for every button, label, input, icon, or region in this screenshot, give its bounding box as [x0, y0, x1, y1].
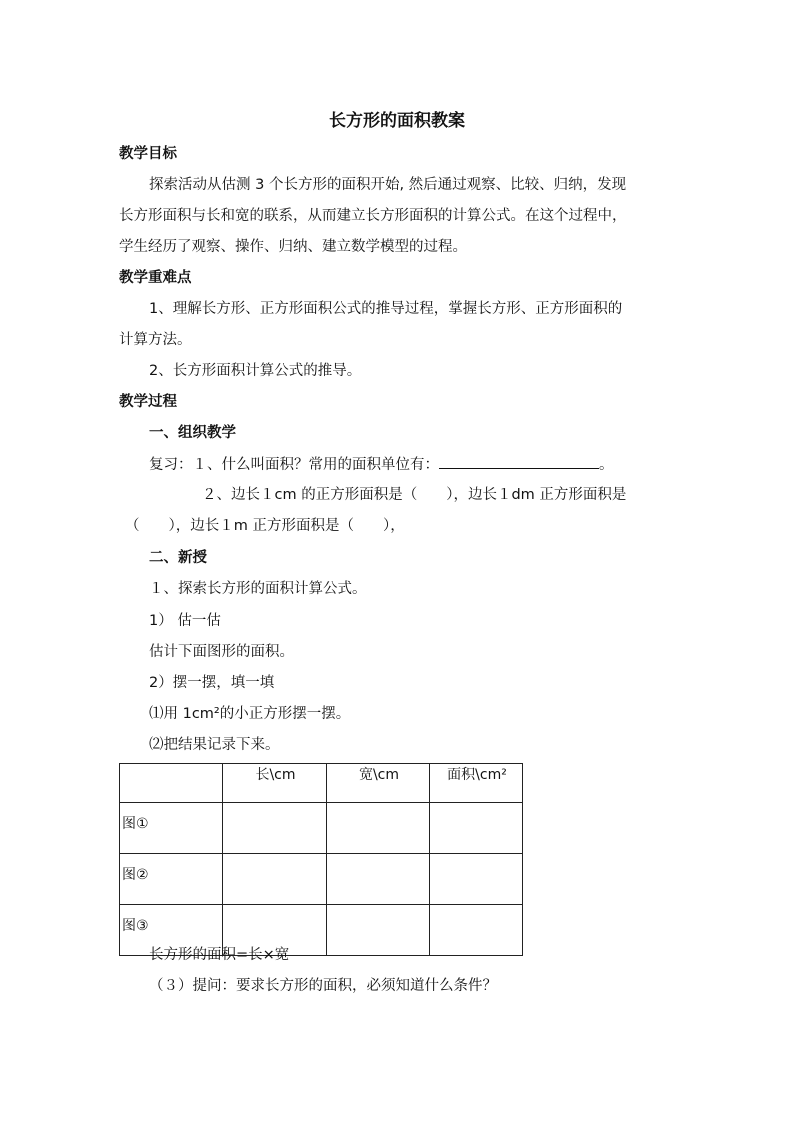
- document-title: 长方形的面积教案: [329, 111, 465, 131]
- review-line-3: （ ），边长１m 正方形面积是（ ），: [125, 518, 405, 534]
- table-cell: [327, 803, 430, 854]
- table-cell: [430, 854, 523, 905]
- review-line-2: ２、边长１cm 的正方形面积是（ ），边长１dm 正方形面积是: [202, 487, 627, 503]
- new-line-5: ⑴用 1cm²的小正方形摆一摆。: [149, 706, 351, 722]
- table-header-cell: 长\cm: [223, 764, 327, 803]
- new-line-1: １、探索长方形的面积计算公式。: [149, 581, 367, 597]
- key-line-1: 1、理解长方形、正方形面积公式的推导过程，掌握长方形、正方形面积的: [149, 301, 623, 317]
- answer-blank: [439, 454, 599, 469]
- table-header-cell: 面积\cm²: [430, 764, 523, 803]
- table-row: [120, 803, 523, 854]
- new-line-3: 估计下面图形的面积。: [149, 644, 294, 660]
- table-header-cell: [120, 764, 223, 803]
- process-heading: 教学过程: [119, 394, 177, 410]
- table-cell: [327, 905, 430, 956]
- part2-heading: 二、新授: [149, 550, 207, 566]
- table-cell: [223, 854, 327, 905]
- goal-heading: 教学目标: [119, 146, 177, 162]
- new-line-2: 1） 估一估: [149, 613, 221, 629]
- goal-line-3: 学生经历了观察、操作、归纳、建立数学模型的过程。: [119, 239, 467, 255]
- table-cell: 图①: [120, 803, 223, 854]
- area-formula: 长方形的面积=长×宽: [149, 947, 290, 963]
- table-header-row: [120, 764, 523, 803]
- review-line-1: [149, 454, 614, 475]
- table-cell: [430, 803, 523, 854]
- goal-line-1: 探索活动从估测 3 个长方形的面积开始, 然后通过观察、比较、归纳，发现: [149, 177, 627, 193]
- table-cell: [223, 803, 327, 854]
- table-header-cell: 宽\cm: [327, 764, 430, 803]
- table-cell: 图③: [120, 905, 223, 956]
- key-line-3: 2、长方形面积计算公式的推导。: [149, 363, 362, 379]
- table-row: [120, 854, 523, 905]
- review-line-1-end: 。: [599, 457, 614, 473]
- record-table: [119, 763, 523, 956]
- table-cell: 图②: [120, 854, 223, 905]
- key-line-2: 计算方法。: [119, 332, 192, 348]
- table-cell: [327, 854, 430, 905]
- key-heading: 教学重难点: [119, 270, 192, 286]
- new-line-6: ⑵把结果记录下来。: [149, 737, 280, 753]
- part1-heading: 一、组织教学: [149, 425, 236, 441]
- table-cell: [430, 905, 523, 956]
- question-line: （３）提问：要求长方形的面积，必须知道什么条件？: [149, 978, 497, 994]
- review-question-1: 复习：１、什么叫面积？常用的面积单位有：: [149, 457, 439, 473]
- goal-line-2: 长方形面积与长和宽的联系，从而建立长方形面积的计算公式。在这个过程中，: [119, 208, 627, 224]
- new-line-4: 2）摆一摆，填一填: [149, 675, 275, 691]
